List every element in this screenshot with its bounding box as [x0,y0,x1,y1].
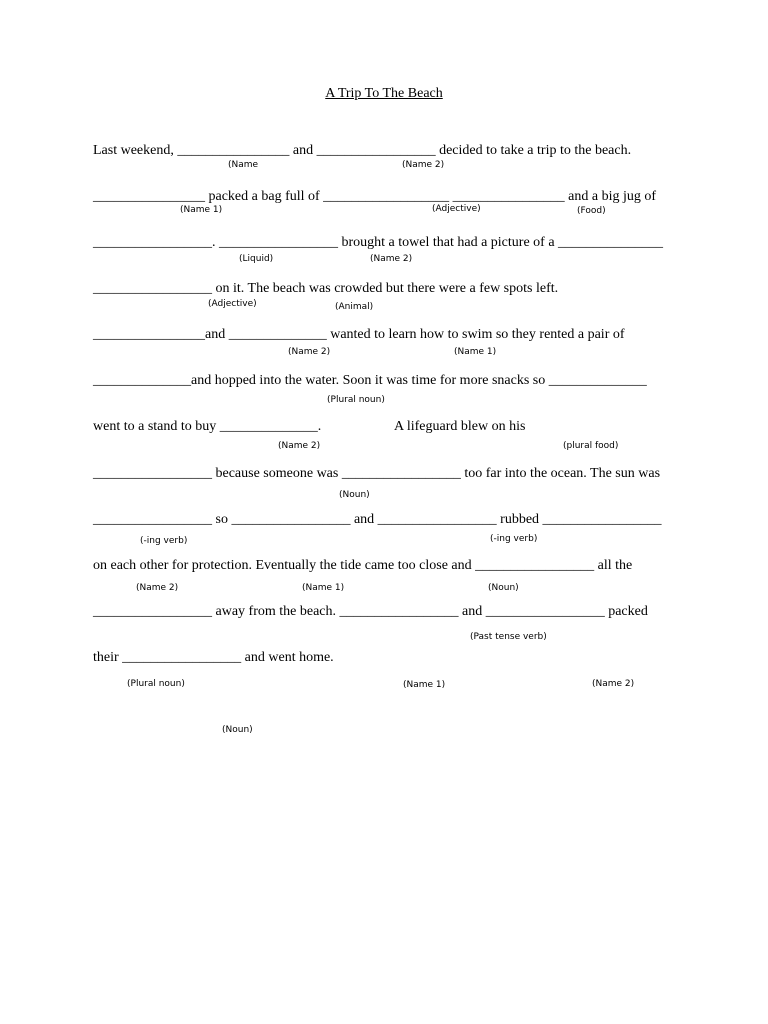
blank-hint-ing-verb: (-ing verb) [140,536,188,546]
story-line-11: _________________ away from the beach. _________________ and _________________ packed [93,604,648,619]
blank-hint-past-tense-verb: (Past tense verb) [470,632,547,642]
blank-hint-name-1: (Name 1) [403,680,446,690]
story-line-12: their _________________ and went home. [93,650,334,665]
blank-hint-noun: (Noun) [339,490,370,500]
blank-hint-ing-verb: (-ing verb) [490,534,538,544]
blank-hint-name-1: (Name 1) [454,347,497,357]
blank-hint-animal: (Animal) [335,302,374,312]
story-line-9: _________________ so _________________ and _________________ rubbed _________________ [93,512,662,527]
story-line-4: _________________ on it. The beach was crowded but there were a few spots left. [93,281,559,296]
story-line-1: Last weekend, ________________ and _________________ decided to take a trip to the beach. [93,143,632,158]
blank-hint-name-1: (Name 1) [302,583,345,593]
story-line-8: _________________ because someone was _________________ too far into the ocean. The sun was [93,466,661,481]
story-line-10: on each other for protection. Eventually the tide came too close and _________________ all the [93,558,633,573]
blank-hint-plural-noun: (Plural noun) [127,679,185,689]
blank-hint-name-1: (Name 1) [180,205,223,215]
blank-hint-noun: (Noun) [488,583,519,593]
story-line-3: _________________. _________________ brought a towel that had a picture of a _______________ [93,235,664,250]
story-line-7: went to a stand to buy ______________. A lifeguard blew on his [93,419,526,434]
blank-hint-name-2: (Name 2) [402,160,445,170]
blank-hint-food: (Food) [577,206,606,216]
blank-hint-plural-noun: (Plural noun) [327,395,385,405]
blank-hint-name-2: (Name 2) [278,441,321,451]
blank-hint-liquid: (Liquid) [239,254,274,264]
page-title: A Trip To The Beach [325,86,443,101]
blank-hint-name-2: (Name 2) [592,679,635,689]
blank-hint-plural-food: (plural food) [563,441,619,451]
blank-hint-name-2: (Name 2) [136,583,179,593]
blank-hint-adjective: (Adjective) [432,204,481,214]
blank-hint-noun: (Noun) [222,725,253,735]
blank-hint-name: (Name [228,160,259,170]
blank-hint-adjective: (Adjective) [208,299,257,309]
blank-hint-name-2: (Name 2) [370,254,413,264]
blank-hint-name-2: (Name 2) [288,347,331,357]
story-line-6: ______________and hopped into the water. Soon it was time for more snacks so ______________ [93,373,647,388]
story-line-5: ________________and ______________ wanted to learn how to swim so they rented a pair of [93,327,625,342]
story-line-2: ________________ packed a bag full of __________________ ________________ and a big jug of [93,189,657,204]
